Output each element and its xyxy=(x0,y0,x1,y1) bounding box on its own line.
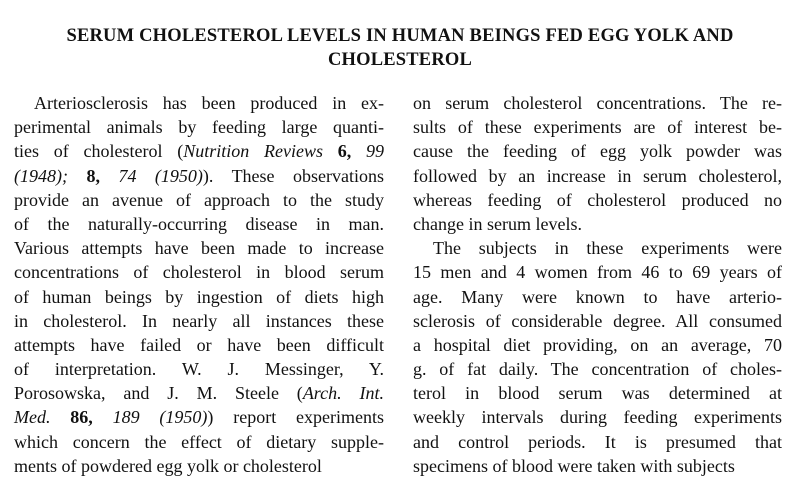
text-segment: attempts have failed or have been difficult xyxy=(14,334,384,355)
text-segment: ties of cholesterol ( xyxy=(14,141,184,162)
text-line xyxy=(413,139,782,163)
text-segment: of human beings by ingestion of diets high xyxy=(14,286,384,307)
text-line xyxy=(14,212,384,236)
text-segment: Nutrition Reviews xyxy=(183,141,323,162)
text-segment: age. Many were known to have arterio- xyxy=(413,286,782,307)
text-line xyxy=(14,91,384,115)
text-segment: followed by an increase in serum cholesterol, xyxy=(413,165,782,186)
text-segment: concentrations of cholesterol in blood serum xyxy=(14,262,384,283)
text-line xyxy=(413,212,782,236)
text-segment: change in serum levels. xyxy=(413,213,582,234)
text-segment: ments of powdered egg yolk or cholesterol xyxy=(14,455,322,476)
text-line xyxy=(413,430,782,454)
text-line xyxy=(413,309,782,333)
text-segment: on serum cholesterol concentrations. The re- xyxy=(413,93,782,113)
text-segment: g. of fat daily. The concentration of choles- xyxy=(413,359,782,380)
text-segment: 99 xyxy=(366,141,385,162)
text-line xyxy=(14,357,384,381)
text-line xyxy=(413,285,782,309)
text-line xyxy=(413,333,782,357)
text-line xyxy=(413,236,782,260)
text-segment: 189 (1950) xyxy=(112,407,208,428)
text-line xyxy=(14,430,384,454)
text-line xyxy=(413,405,782,429)
text-segment: provide an avenue of approach to the study xyxy=(14,189,384,210)
text-segment: 8, xyxy=(86,165,100,186)
text-segment xyxy=(351,141,366,161)
text-line xyxy=(14,188,384,212)
right-column xyxy=(413,91,782,478)
text-segment: The subjects in these experiments were xyxy=(433,238,782,259)
text-segment: weekly intervals during feeding experiments xyxy=(413,407,782,428)
text-line xyxy=(413,115,782,139)
text-segment: sults of these experiments are of interest be- xyxy=(413,117,782,138)
text-line xyxy=(413,91,782,115)
text-segment: 74 (1950) xyxy=(118,165,203,186)
title-line-2: CHOLESTEROL xyxy=(327,50,473,70)
text-line xyxy=(14,236,384,260)
text-line xyxy=(14,139,384,163)
text-segment xyxy=(93,407,113,427)
text-line xyxy=(413,188,782,212)
text-segment: which concern the effect of dietary supple- xyxy=(14,431,384,452)
text-line xyxy=(14,260,384,284)
title-line-1: SERUM CHOLESTEROL LEVELS IN HUMAN BEINGS FED EGG YOLK AND xyxy=(66,26,734,46)
text-segment: in cholesterol. In nearly all instances these xyxy=(14,310,384,331)
text-line xyxy=(413,260,782,284)
text-line xyxy=(14,285,384,309)
text-segment: Various attempts have been made to increase xyxy=(14,238,384,259)
text-segment: ). These observations xyxy=(202,165,385,186)
text-line xyxy=(14,115,384,139)
text-line xyxy=(14,333,384,357)
text-line xyxy=(14,164,384,188)
text-segment: Porosowska, and J. M. Steele ( xyxy=(14,383,303,404)
text-segment: sclerosis of considerable degree. All consumed xyxy=(413,310,782,331)
text-line xyxy=(413,164,782,188)
text-segment: specimens of blood were taken with subjects xyxy=(413,455,735,476)
text-segment xyxy=(100,166,118,186)
text-segment: of the naturally-occurring disease in man. xyxy=(14,213,384,234)
text-segment xyxy=(323,141,338,161)
text-line xyxy=(14,309,384,333)
text-segment: of interpretation. W. J. Messinger, Y. xyxy=(14,359,384,380)
text-line xyxy=(413,454,782,478)
text-segment: whereas feeding of cholesterol produced no xyxy=(413,189,782,210)
text-segment: terol in blood serum was determined at xyxy=(413,383,782,404)
text-segment: Arch. Int. xyxy=(302,383,384,404)
left-column xyxy=(14,91,384,478)
text-segment: 86, xyxy=(70,407,93,428)
text-segment xyxy=(68,166,86,186)
text-segment: perimental animals by feeding large quanti- xyxy=(14,117,384,138)
text-segment: Med. xyxy=(14,407,51,428)
text-segment: a hospital diet providing, on an average, 70 xyxy=(413,334,782,355)
text-segment: ) report experiments xyxy=(207,407,384,428)
article-title xyxy=(0,24,800,72)
text-segment: (1948); xyxy=(14,165,68,186)
text-line xyxy=(14,405,384,429)
text-segment xyxy=(50,407,70,427)
text-segment: 15 men and 4 women from 46 to 69 years of xyxy=(413,262,782,283)
text-segment: Arteriosclerosis has been produced in ex- xyxy=(34,93,384,113)
text-line xyxy=(413,381,782,405)
text-line xyxy=(14,454,384,478)
text-segment: and control periods. It is presumed that xyxy=(413,431,782,452)
text-segment: cause the feeding of egg yolk powder was xyxy=(413,141,782,162)
text-segment: 6, xyxy=(337,141,352,162)
text-line xyxy=(14,381,384,405)
text-line xyxy=(413,357,782,381)
